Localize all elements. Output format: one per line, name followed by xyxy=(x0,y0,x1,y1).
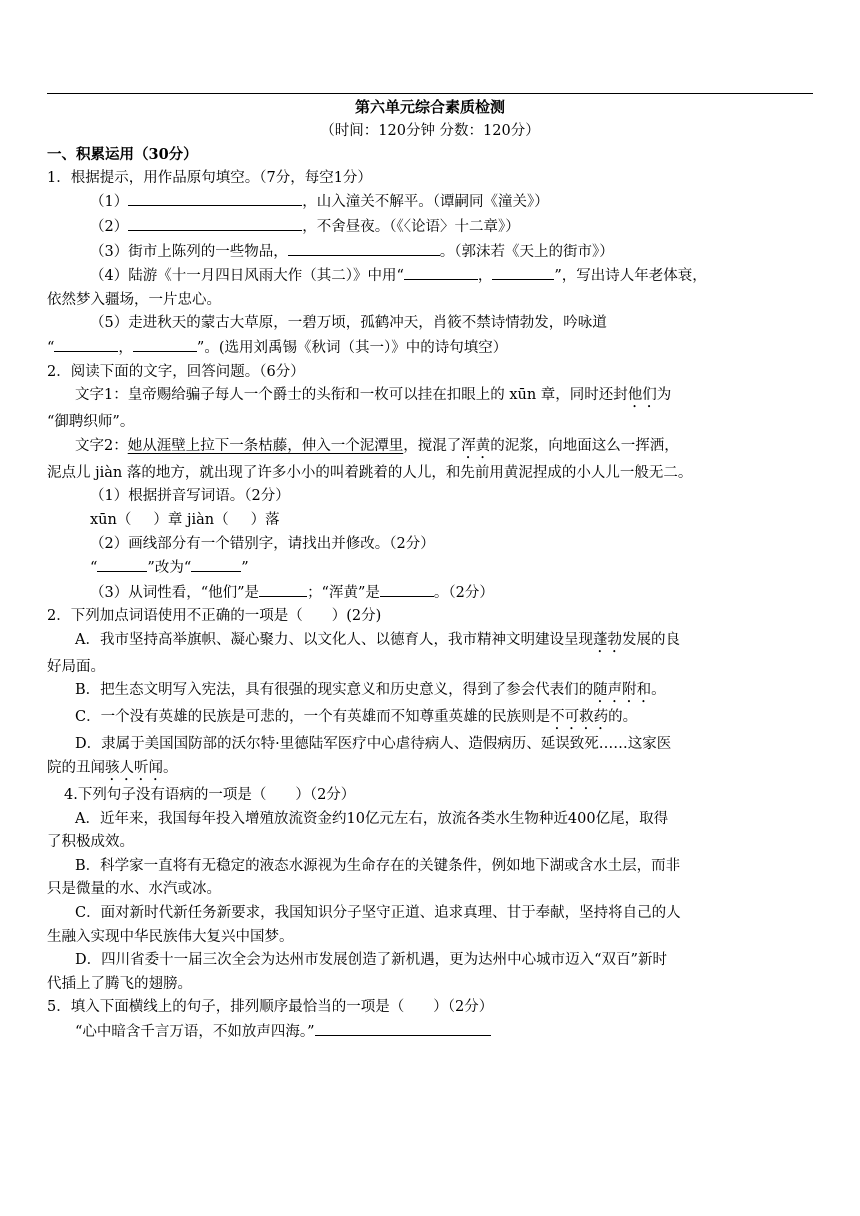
q3-option-c-text: C．一个没有英雄的民族是可悲的，一个有英雄而不知尊重英雄的民族则是 xyxy=(75,709,551,726)
q1-item-5-sep: ， xyxy=(118,339,133,356)
q2-text-1-cont: “御聘织师”。 xyxy=(47,414,135,431)
q2-sub-1: （1）根据拼音写词语。（2分） xyxy=(90,488,290,505)
q5-line xyxy=(47,1020,813,1045)
q1-item-4-blank-2[interactable] xyxy=(492,264,554,280)
q3-option-c-end: 的。 xyxy=(608,709,638,726)
q4-option-d-cont: 代插上了腾飞的翅膀。 xyxy=(47,975,192,992)
q2-text-1-dotted: 他们 xyxy=(627,387,657,404)
page-subtitle: （时间：120分钟 分数：120分） xyxy=(320,122,540,139)
q2-text-1-a: 文字1：皇帝赐给骗子每人一个爵士的头衔和一枚可以挂在扣眼上的 xūn 章，同时还封 xyxy=(75,387,628,404)
q1-item-4-sep: ， xyxy=(477,268,493,285)
q3-option-b-dotted: 随声附和 xyxy=(593,682,652,699)
q2-sub-3-a: （3）从词性看，“他们”是 xyxy=(90,584,260,601)
q4-option-d: D．四川省委十一届三次全会为达州市发展创造了新机遇，更为达州中心城市迈入“双百”新时 xyxy=(75,952,667,969)
q2-sub-2-change-to: ”改为“ xyxy=(147,560,192,577)
q2-text-2-a: 文字2： xyxy=(75,437,128,454)
q2-sub-2-answer xyxy=(47,556,813,581)
q2-sub-2-quote-close: ” xyxy=(241,560,249,577)
q2-sub-1-end: ）落 xyxy=(250,511,280,528)
q3-option-a-cont: 好局面。 xyxy=(47,658,105,675)
question-1-stem: 1．根据提示，用作品原句填空。（7分，每空1分） xyxy=(47,169,372,186)
question-3-stem: 2．下列加点词语使用不正确的一项是（ ）(2分) xyxy=(47,608,382,625)
q5-blank[interactable] xyxy=(315,1020,491,1036)
q2-sub-2-blank-2[interactable] xyxy=(191,556,241,572)
q2-sub-1-answer xyxy=(47,509,813,533)
q3-option-d-end: 。 xyxy=(163,760,178,777)
q1-item-3-blank[interactable] xyxy=(288,240,440,256)
q3-option-b-text: B．把生态文明写入宪法，具有很强的现实意义和历史意义，得到了参会代表们的 xyxy=(75,682,594,699)
q1-item-3 xyxy=(47,240,813,265)
question-2-stem: 2．阅读下面的文字，回答问题。（6分） xyxy=(47,363,305,380)
q1-item-5-quote-open: “ xyxy=(47,339,55,356)
q2-text-2-b: ，搅混了 xyxy=(403,437,462,454)
q2-text-2-cont: 泥点儿 jiàn 落的地方，就出现了许多小小的叫着跳着的人儿，和先前用黄泥捏成的小人儿一般无二。 xyxy=(47,464,693,481)
q1-item-2 xyxy=(47,215,813,240)
q4-option-c: C．面对新时代新任务新要求，我国知识分子坚守正道、追求真理、甘于奉献，坚持将自己的人 xyxy=(75,905,681,922)
q1-item-3-suffix: 。（郭沫若《天上的街市》） xyxy=(439,243,614,260)
q1-item-5-cont xyxy=(47,336,813,361)
q3-option-a xyxy=(47,629,813,656)
q3-option-c-dotted: 不可救药 xyxy=(550,709,609,726)
q1-item-1-blank[interactable] xyxy=(128,190,302,206)
q2-sub-3-blank-1[interactable] xyxy=(259,581,307,597)
q2-text-2 xyxy=(47,435,813,462)
q1-item-4 xyxy=(47,264,813,289)
q1-item-1-suffix: ，山入潼关不解平。（谭嗣同《潼关》） xyxy=(302,194,549,211)
q1-item-4-blank-1[interactable] xyxy=(404,264,478,280)
question-4-stem: 4.下列句子没有语病的一项是（ ）（2分） xyxy=(64,787,356,804)
q2-sub-2: （2）画线部分有一个错别字，请找出并修改。（2分） xyxy=(90,535,435,552)
q2-sub-2-quote-open: “ xyxy=(90,560,98,577)
q1-item-2-blank[interactable] xyxy=(128,215,302,231)
q2-sub-2-blank-1[interactable] xyxy=(97,556,147,572)
q1-item-5-blank-1[interactable] xyxy=(54,336,118,352)
q2-sub-3-blank-2[interactable] xyxy=(380,581,434,597)
q1-item-5: （5）走进秋天的蒙古大草原，一碧万顷，孤鹤冲天，肖筱不禁诗情勃发，吟咏道 xyxy=(90,315,607,332)
q2-sub-3 xyxy=(47,581,813,606)
q3-option-d-text-b: 院的丑闻 xyxy=(47,760,105,777)
q3-option-a-dotted: 蓬勃 xyxy=(592,631,622,648)
q2-sub-1-pinyin-2: ）章 jiàn（ xyxy=(153,511,229,528)
q1-item-5-suffix: ”。(选用刘禹锡《秋词（其一）》中的诗句填空） xyxy=(196,339,508,356)
q2-sub-1-pinyin-1: xūn（ xyxy=(90,511,132,528)
q2-text-2-c: 的泥浆，向地面这么一挥洒， xyxy=(490,437,679,454)
q2-text-2-underlined: 她从涯壁上拉下一条枯藤，伸入一个泥潭里 xyxy=(127,437,404,454)
q2-text-2-dotted: 浑黄 xyxy=(461,437,491,454)
q2-sub-3-c: 。（2分） xyxy=(433,584,494,601)
question-5-stem: 5．填入下面横线上的句子，排列顺序最恰当的一项是（ ）（2分） xyxy=(47,999,494,1016)
q4-option-b: B．科学家一直将有无稳定的液态水源视为生命存在的关键条件，例如地下湖或含水土层，而非 xyxy=(75,857,681,874)
section-heading: 一、积累运用（30分） xyxy=(47,146,198,164)
q1-item-4-text-a: （4）陆游《十一月四日风雨大作（其二）》中用“ xyxy=(90,268,404,285)
q1-item-5-blank-2[interactable] xyxy=(133,336,197,352)
q3-option-b-end: 。 xyxy=(651,682,666,699)
q2-text-1 xyxy=(47,384,813,411)
exam-page xyxy=(47,96,813,1045)
q3-option-d: D．隶属于美国国防部的沃尔特·里德陆军医疗中心虐待病人、造假病历、延误致死……这家医 xyxy=(75,736,672,753)
q1-item-4-text-b: ”，写出诗人年老体衰， xyxy=(554,268,707,285)
q1-item-2-suffix: ，不舍昼夜。（《〈论语〉十二章》） xyxy=(302,218,520,235)
q3-option-d-dotted: 骇人听闻 xyxy=(105,760,163,777)
q2-sub-3-b: ；“浑黄”是 xyxy=(307,584,380,601)
q3-option-d-cont xyxy=(47,757,813,784)
q3-option-a-text-b: 发展的良 xyxy=(621,631,680,648)
q3-option-b xyxy=(47,679,813,706)
q1-item-2-prefix: （2） xyxy=(90,218,129,235)
header-rule xyxy=(47,93,813,94)
q2-text-1-b: 为 xyxy=(656,387,672,404)
q4-option-a-cont: 了积极成效。 xyxy=(47,834,134,851)
q4-option-c-cont: 生融入实现中华民族伟大复兴中国梦。 xyxy=(47,928,294,945)
q3-option-c xyxy=(47,706,813,733)
q5-quote: “心中暗含千言万语，不如放声四海。” xyxy=(75,1024,315,1040)
q1-item-1 xyxy=(47,190,813,215)
q1-item-3-prefix: （3）街市上陈列的一些物品， xyxy=(90,243,288,260)
q4-option-a: A．近年来，我国每年投入增殖放流资金约10亿元左右，放流各类水生物种近400亿尾，取得 xyxy=(75,810,669,827)
page-title: 第六单元综合素质检测 xyxy=(354,98,505,116)
q1-item-4-cont: 依然梦入疆场，一片忠心。 xyxy=(47,291,221,308)
q1-item-1-prefix: （1） xyxy=(90,194,129,211)
q3-option-a-text: A．我市坚持高举旗帜、凝心聚力、以文化人、以德育人，我市精神文明建设呈现 xyxy=(75,631,593,648)
q4-option-b-cont: 只是微量的水、水汽或冰。 xyxy=(47,881,221,898)
